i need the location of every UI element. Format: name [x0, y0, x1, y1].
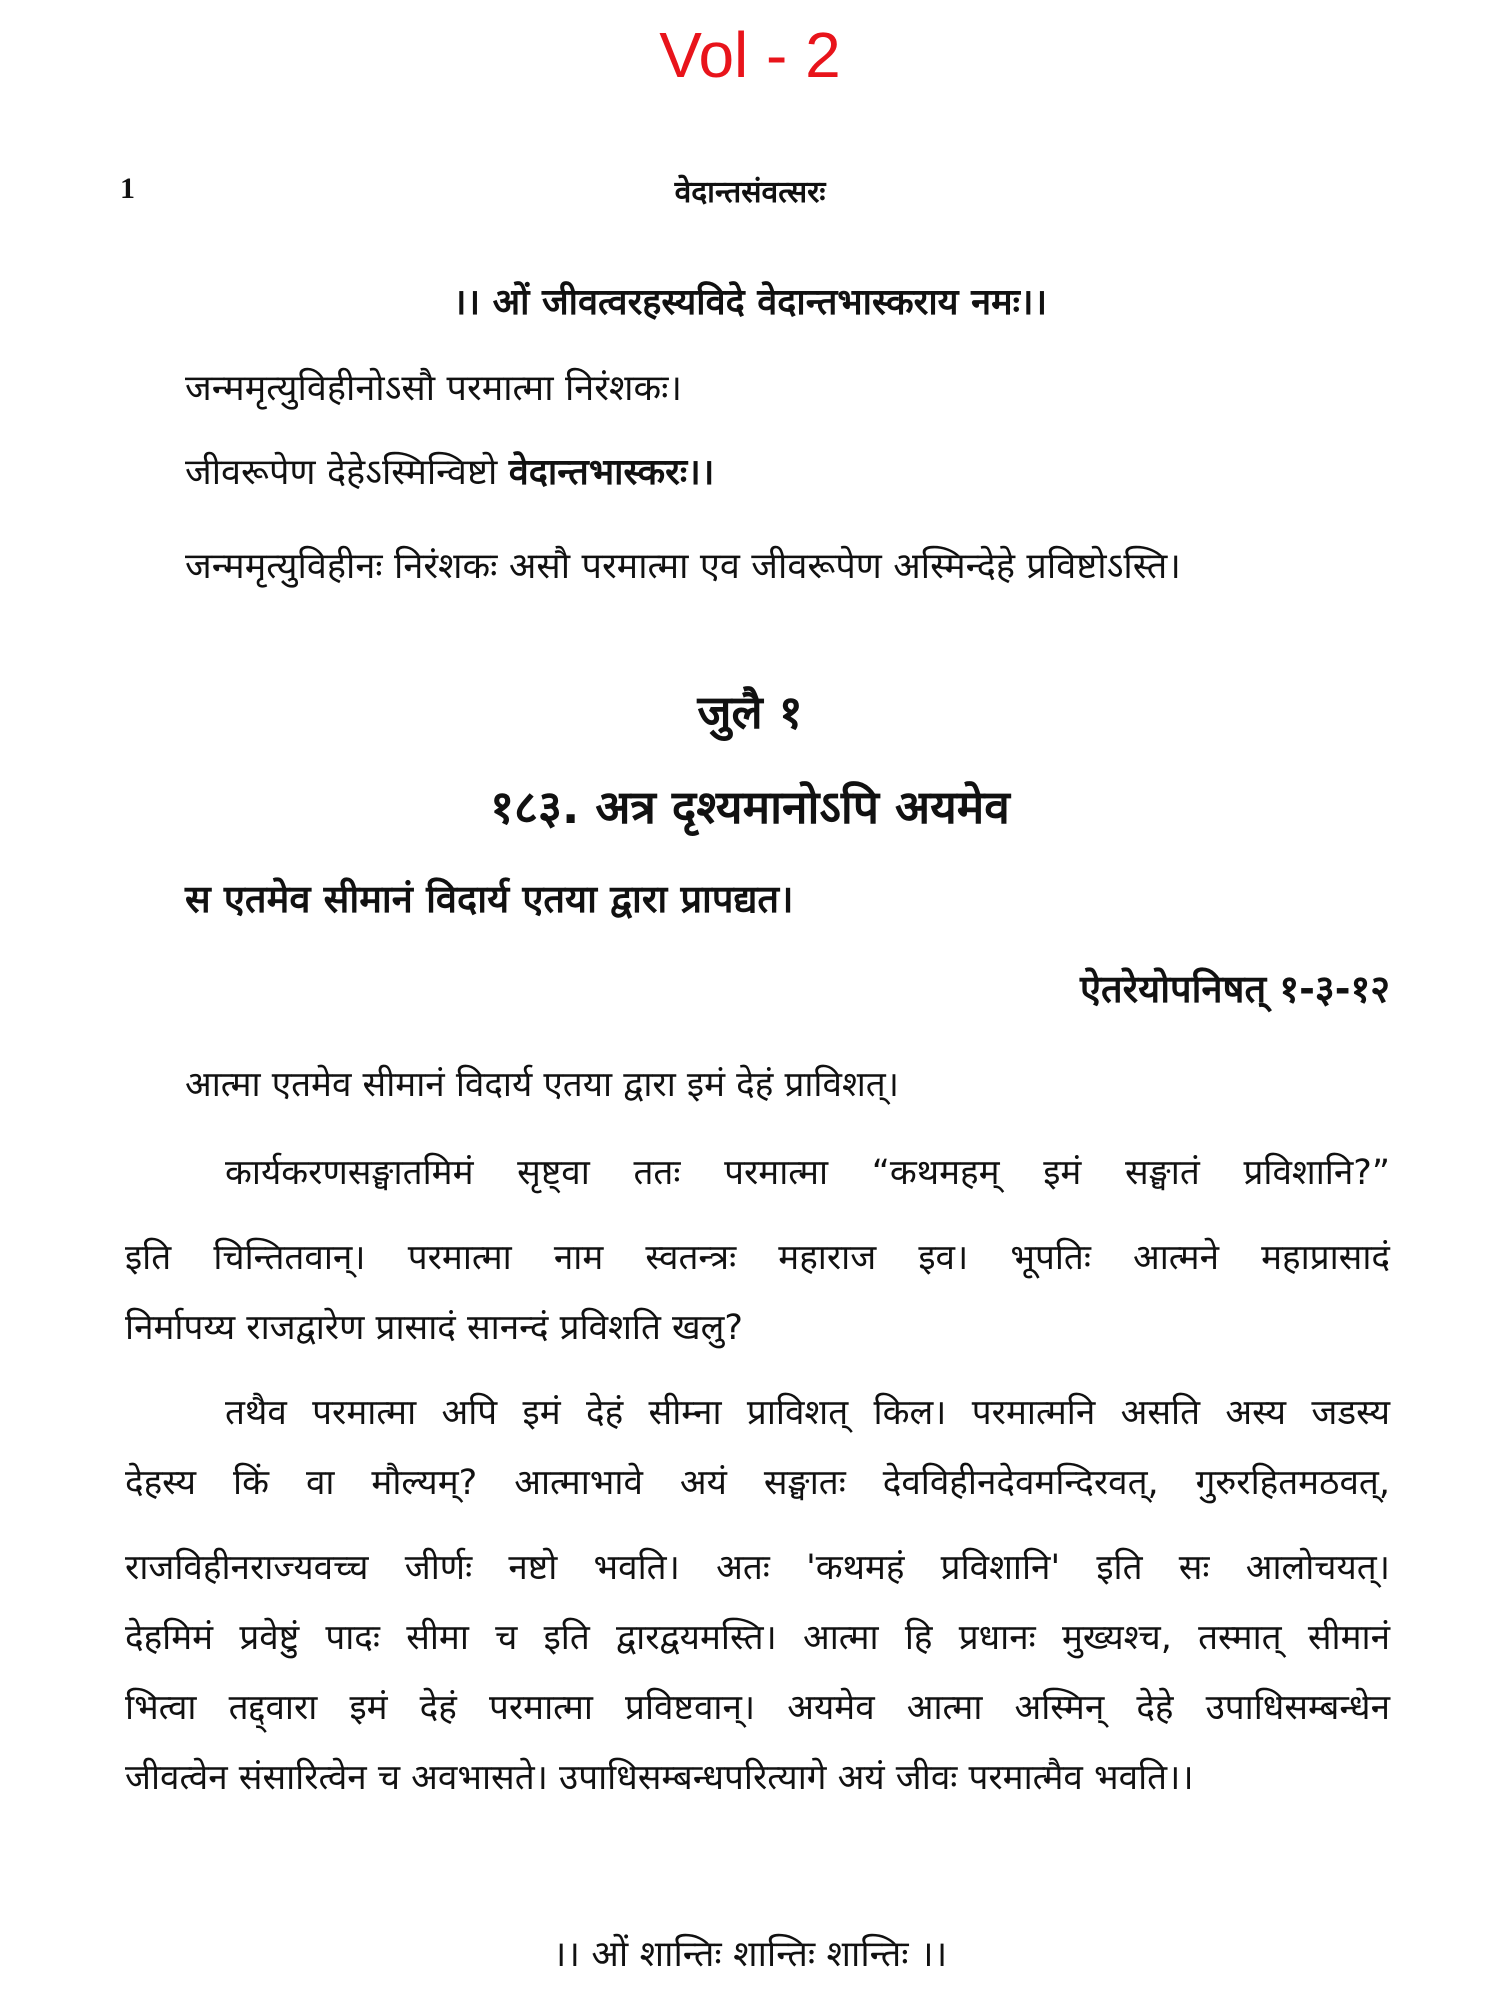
paragraph-3-line: भित्वा तद्द्वारा इमं देहं परमात्मा प्रविष्टवान्। अयमेव आत्मा अस्मिन् देहे उपाधिसम्बन्धेन — [125, 1688, 1390, 1728]
paragraph-1: आत्मा एतमेव सीमानं विदार्य एतया द्वारा इमं देहं प्राविशत्। — [185, 1065, 899, 1105]
page-number: 1 — [120, 172, 135, 205]
scripture-quote: स एतमेव सीमानं विदार्य एतया द्वारा प्रापद्यत। — [185, 877, 794, 921]
paragraph-2-line: निर्मापय्य राजद्वारेण प्रासादं सानन्दं प्रविशति खलु? — [125, 1308, 743, 1348]
verse-line-2-text: जीवरूपेण देहेऽस्मिन्विष्टो — [185, 452, 498, 493]
paragraph-3-line: जीवत्वेन संसारित्वेन च अवभासते। उपाधिसम्बन्धपरित्यागे अयं जीवः परमात्मैव भवति।। — [125, 1758, 1194, 1798]
paragraph-2-line: कार्यकरणसङ्घातमिमं सृष्ट्वा ततः परमात्मा “कथमहम् इमं सङ्घातं प्रविशानि?” — [225, 1153, 1390, 1193]
scripture-reference: ऐतरेयोपनिषत् १-३-१२ — [1079, 967, 1390, 1011]
volume-label: Vol - 2 — [659, 19, 841, 91]
verse-gloss: जन्ममृत्युविहीनः निरंशकः असौ परमात्मा एव जीवरूपेण अस्मिन्देहे प्रविष्टोऽस्ति। — [185, 546, 1181, 587]
paragraph-2-line: इति चिन्तितवान्। परमात्मा नाम स्वतन्त्रः महाराज इव। भूपतिः आत्मने महाप्रासादं — [125, 1238, 1390, 1278]
paragraph-3-line: राजविहीनराज्यवच्च जीर्णः नष्टो भवति। अतः 'कथमहं प्रविशानि' इति सः आलोचयत्। — [125, 1548, 1390, 1588]
date-heading: जुलै १ — [697, 685, 803, 739]
closing-invocation: ।। ओं शान्तिः शान्तिः शान्तिः ।। — [552, 1934, 948, 1975]
section-title: १८३. अत्र दृश्यमानोऽपि अयमेव — [490, 780, 1010, 834]
verse-line-1: जन्ममृत्युविहीनोऽसौ परमात्मा निरंशकः। — [185, 368, 683, 409]
verse-line-2 — [185, 446, 714, 495]
invocation: ।। ओं जीवत्वरहस्यविदे वेदान्तभास्कराय नमः।। — [452, 282, 1048, 323]
paragraph-3-line: देहमिमं प्रवेष्टुं पादः सीमा च इति द्वारद्वयमस्ति। आत्मा हि प्रधानः मुख्यश्च, तस्मात् सीमानं — [125, 1618, 1390, 1658]
paragraph-3-line: देहस्य किं वा मौल्यम्? आत्माभावे अयं सङ्घातः देवविहीनदेवमन्दिरवत्, गुरुरहितमठवत्, — [125, 1463, 1390, 1503]
paragraph-3-line: तथैव परमात्मा अपि इमं देहं सीम्ना प्राविशत् किल। परमात्मनि असति अस्य जडस्य — [225, 1393, 1390, 1433]
running-header: वेदान्तसंवत्सरः — [674, 175, 826, 210]
verse-line-2-bold: वेदान्तभास्करः।। — [508, 452, 715, 493]
